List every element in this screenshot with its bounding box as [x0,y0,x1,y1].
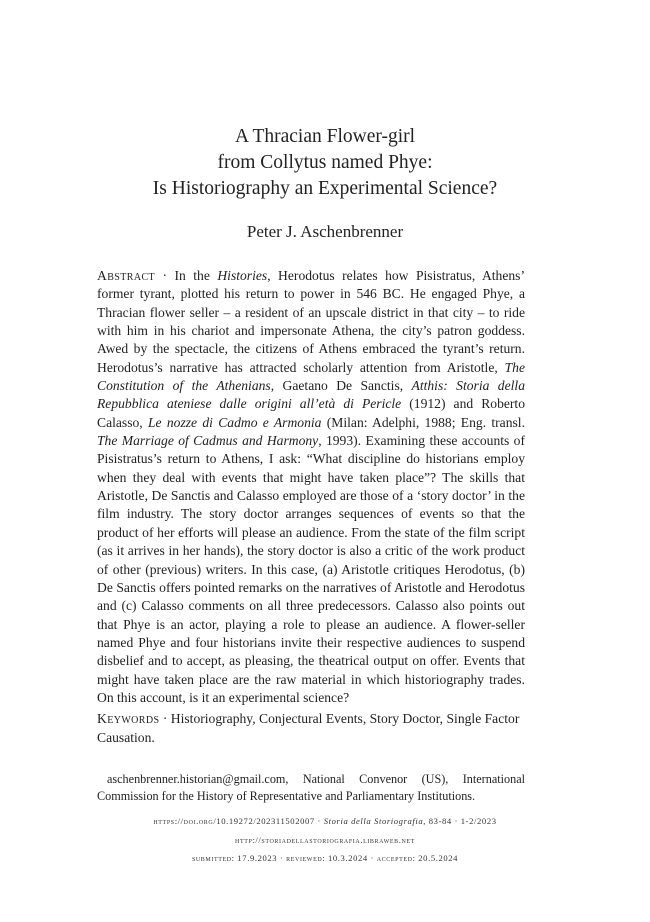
abstract-italic-title: The Constitution of the Athenians [97,359,525,394]
title-line-2: from Collytus named Phye: [217,152,433,173]
abstract [97,267,525,707]
author-name: Peter J. Aschenbrenner [246,222,404,241]
author-affiliation: aschenbrenner.historian@gmail.com, National Convenor (US), International Commission for the History of Representative and Parliamentary Institutions. [97,772,525,803]
abstract-italic-title: Le nozze di Cadmo e Armonia [147,414,322,430]
journal-name: Storia della Storiografia [323,816,424,826]
keywords-label: Keywords [97,711,160,726]
doi-line [0,816,650,826]
abstract-text: In the [174,268,218,283]
abstract-paragraph [97,267,525,707]
issue-info: , 83-84 · 1-2/2023 [423,816,497,826]
abstract-italic-title: Atthis: Storia della Repubblica ateniese dalle origini all’età di Pericle [97,378,525,412]
journal-url-line [0,835,650,845]
abstract-italic-title: The Marriage of Cadmus and Harmony [97,433,319,449]
keywords-text: Historiography, Conjectural Events, Story Doctor, Single Factor Causation. [97,711,520,745]
abstract-text: (Milan: Adelphi, 1988; Eng. transl. [321,414,525,430]
doi-link[interactable]: https://doi.org/10.19272/202311502007 [153,816,315,826]
abstract-label: Abstract [97,268,156,283]
abstract-text: , Gaetano De Sanctis, [270,378,412,394]
review-dates-line [0,853,650,863]
journal-url-link[interactable]: http://storiadellastoriografia.libraweb.net [235,835,415,845]
abstract-text: , 1993). Examining these accounts of Pisistratus’s return to Athens, I ask: “What discipline do historians employ when they deal with events that might have taken place”? The skills that Aristotle, De Sanctis and Calasso employed are those of a ‘story doctor’ in the film industry. The story doctor arranges sequences of events so that the product of her efforts will please an audience. From the state of the film script (as it arrives in her hands), the story doctor is also a critic of the work product of other (previous) writers. In this case, (a) Aristotle critiques Herodotus, (b) De Sanctis offers pointed remarks on the narratives of Aristotle and Herodotus and (c) Calasso comments on all three predecessors. Calasso also points out that Phye is an actor, playing a role to please an audience. A flower-seller named Phye and four historians invite their respective audiences to suspend disbelief and to accept, as pleasing, the theatrical output on offer. Events that might have taken place are the raw material in which historiography trades. On this account, is it an experimental science? [97,433,525,705]
abstract-italic-title: Histories [217,268,268,283]
keywords [97,710,525,747]
abstract-text: , Herodotus relates how Pisistratus, Athens’ former tyrant, plotted his return to power in 546 BC. He engaged Phye, a Thracian flower seller – a resident of an upscale district in that city – to ride with him in his chariot and impersonate Athena, the city’s patron goddess. Awed by the spectacle, the citizens of Athens embraced the tyrant’s return. Herodotus’s narrative has attracted scholarly attention from Aristotle, [97,268,525,375]
abstract-separator: · [155,268,175,283]
article-title [0,124,650,202]
title-line-1: A Thracian Flower-girl [234,126,416,147]
doi-separator: · [314,816,324,826]
keywords-separator: · [159,711,171,726]
title-line-3: Is Historiography an Experimental Science? [152,178,498,199]
abstract-text: (1912) and Roberto Calasso, [97,396,525,430]
review-dates: submitted: 17.9.2023 · reviewed: 10.3.2024 · accepted: 20.5.2024 [191,853,459,863]
